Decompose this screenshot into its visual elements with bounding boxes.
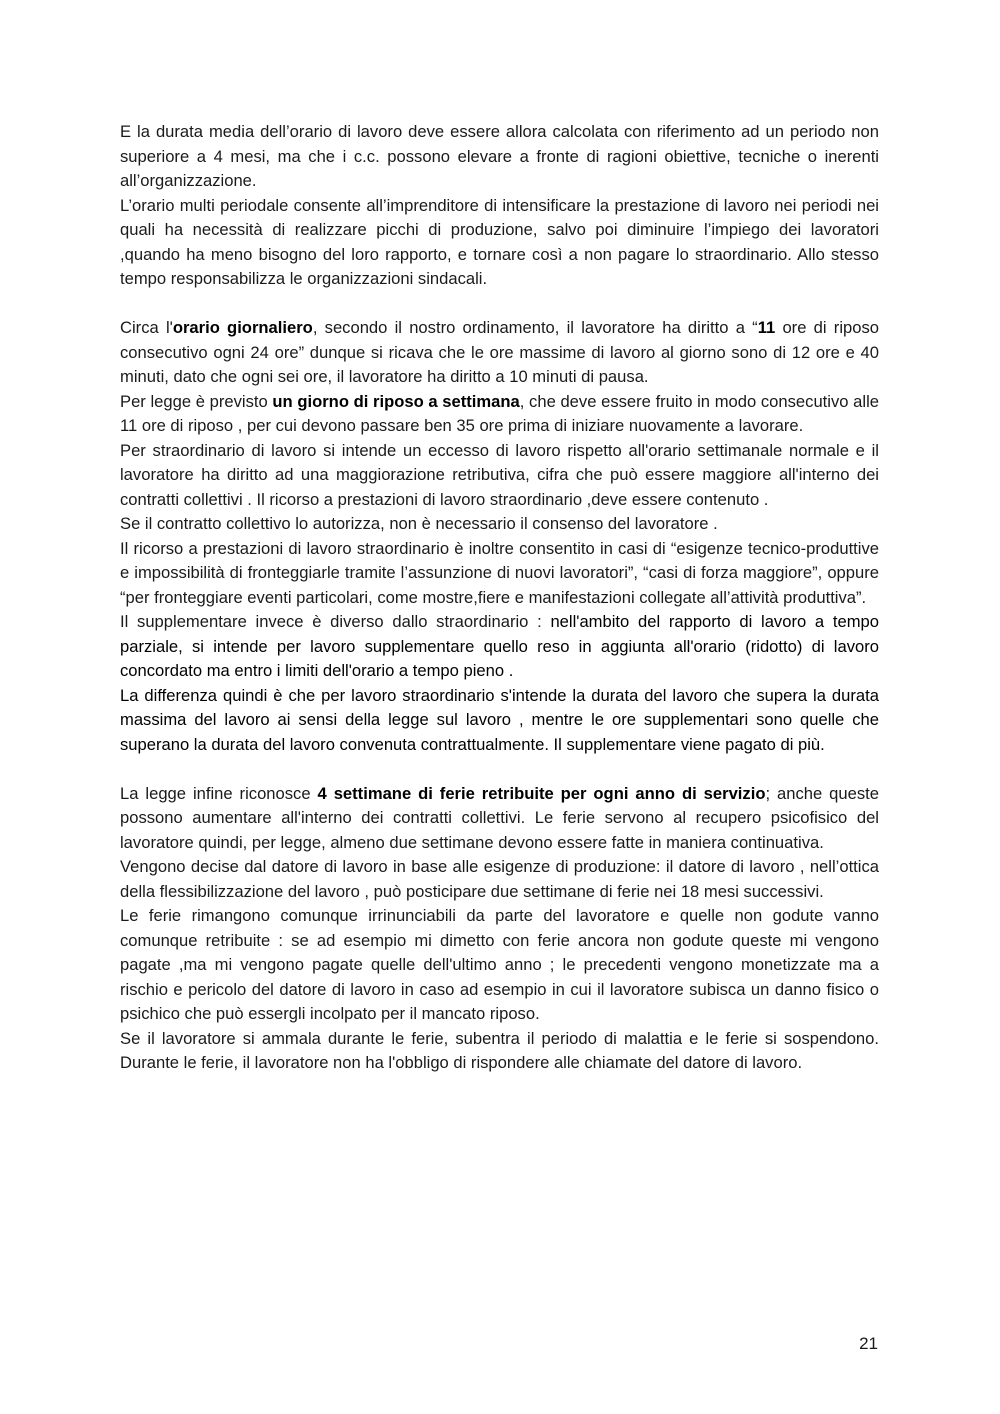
bold-holidays: 4 settimane di ferie retribuite per ogni anno di servizio xyxy=(317,783,766,803)
paragraph-gap xyxy=(120,292,879,317)
paragraph-unused-holidays: Le ferie rimangono comunque irrinunciabili da parte del lavoratore e quelle non godute vanno comunque retribuite : se ad esempio mi dimetto con ferie ancora non godute queste mi vengono pagate ,ma mi vengono pagate quelle dell'ultimo anno ; le precedenti vengono monetizzate ma a rischio e pericolo del datore di lavoro in caso ad esempio in cui il lavoratore subisca un danno fisico o psichico che può essergli incolpato per il mancato riposo. xyxy=(120,906,879,1023)
paragraph-daily-hours: Circa l'orario giornaliero, secondo il nostro ordinamento, il lavoratore ha diritto a “11 ore di riposo consecutivo ogni 24 ore” dunque si ricava che le ore massime di lavoro al giorno sono di 12 ore e 40 minuti, dato che ogni sei ore, il lavoratore ha diritto a 10 minuti di pausa. xyxy=(120,318,879,386)
paragraph-holidays: La legge infine riconosce 4 settimane di ferie retribuite per ogni anno di servizio; anche queste possono aumentare all'interno dei contratti collettivi. Le ferie servono al recupero psicofisico del lavoratore quindi, per legge, almeno due settimane devono essere fatte in maniera continuativa. xyxy=(120,783,879,852)
bold-daily-hours: orario giornaliero xyxy=(172,318,313,337)
paragraph-holiday-scheduling: Vengono decise dal datore di lavoro in base alle esigenze di produzione: il datore di lavoro , nell’ottica della flessibilizzazione del lavoro , può posticipare due settimane di ferie nei 18 mesi successivi. xyxy=(120,857,879,901)
paragraph-overtime-cases: Il ricorso a prestazioni di lavoro straordinario è inoltre consentito in casi di “esigenze tecnico-produttive e impossibilità di fronteggiarle tramite l’assunzione di nuovi lavoratori”, “casi di forza maggiore”, oppure “per fronteggiare eventi particolari, come mostre,fiere e manifestazioni collegate all’attività produttiva”. xyxy=(120,538,879,607)
bold-weekly-rest: un giorno di riposo a settimana xyxy=(272,391,520,411)
paragraph-illness-during-holidays: Se il lavoratore si ammala durante le ferie, subentra il periodo di malattia e le ferie si sospendono. Durante le ferie, il lavoratore non ha l'obbligo di rispondere alle chiamate del datore di lavoro. xyxy=(120,1028,879,1072)
paragraph-multi-period-hours: L’orario multi periodale consente all’imprenditore di intensificare la prestazione di lavoro nei periodi nei quali ha necessità di realizzare picchi di produzione, salvo poi diminuire l’impiego dei lavoratori ,quando ha meno bisogno del loro rapporto, e tornare così a non pagare lo straordinario. Allo stesso tempo responsabilizza le organizzazioni sindacali. xyxy=(120,195,879,288)
document-body xyxy=(120,120,879,1076)
bold-eleven: 11 xyxy=(757,318,776,337)
paragraph-overtime-definition: Per straordinario di lavoro si intende un eccesso di lavoro rispetto all'orario settimanale normale e il lavoratore ha diritto ad una maggiorazione retributiva, cifra che può essere maggiore all'interno dei contratti collettivi . Il ricorso a prestazioni di lavoro straordinario ,deve essere contenuto . xyxy=(120,440,879,509)
paragraph-gap xyxy=(120,757,879,782)
paragraph-difference: La differenza quindi è che per lavoro straordinario s'intende la durata del lavoro che supera la durata massima del lavoro ai sensi della legge sul lavoro , mentre le ore supplementari sono quelle che superano la durata del lavoro convenuta contrattualmente. Il supplementare viene pagato di più. xyxy=(120,685,879,754)
paragraph-supplementary-work: Il supplementare invece è diverso dallo straordinario : nell'ambito del rapporto di lavoro a tempo parziale, si intende per lavoro supplementare quello reso in aggiunta all'orario (ridotto) di lavoro concordato ma entro i limiti dell'orario a tempo pieno . xyxy=(120,612,880,680)
paragraph-collective-contract: Se il contratto collettivo lo autorizza, non è necessario il consenso del lavoratore . xyxy=(120,514,718,533)
paragraph-average-hours: E la durata media dell’orario di lavoro deve essere allora calcolata con riferimento ad un periodo non superiore a 4 mesi, ma che i c.c. possono elevare a fronte di ragioni obiettive, tecniche o inerenti all’organizzazione. xyxy=(120,122,879,190)
paragraph-weekly-rest: Per legge è previsto un giorno di riposo a settimana, che deve essere fruito in modo consecutivo alle 11 ore di riposo , per cui devono passare ben 35 ore prima di iniziare nuovamente a lavorare. xyxy=(120,391,879,435)
page-number: 21 xyxy=(859,1334,878,1353)
